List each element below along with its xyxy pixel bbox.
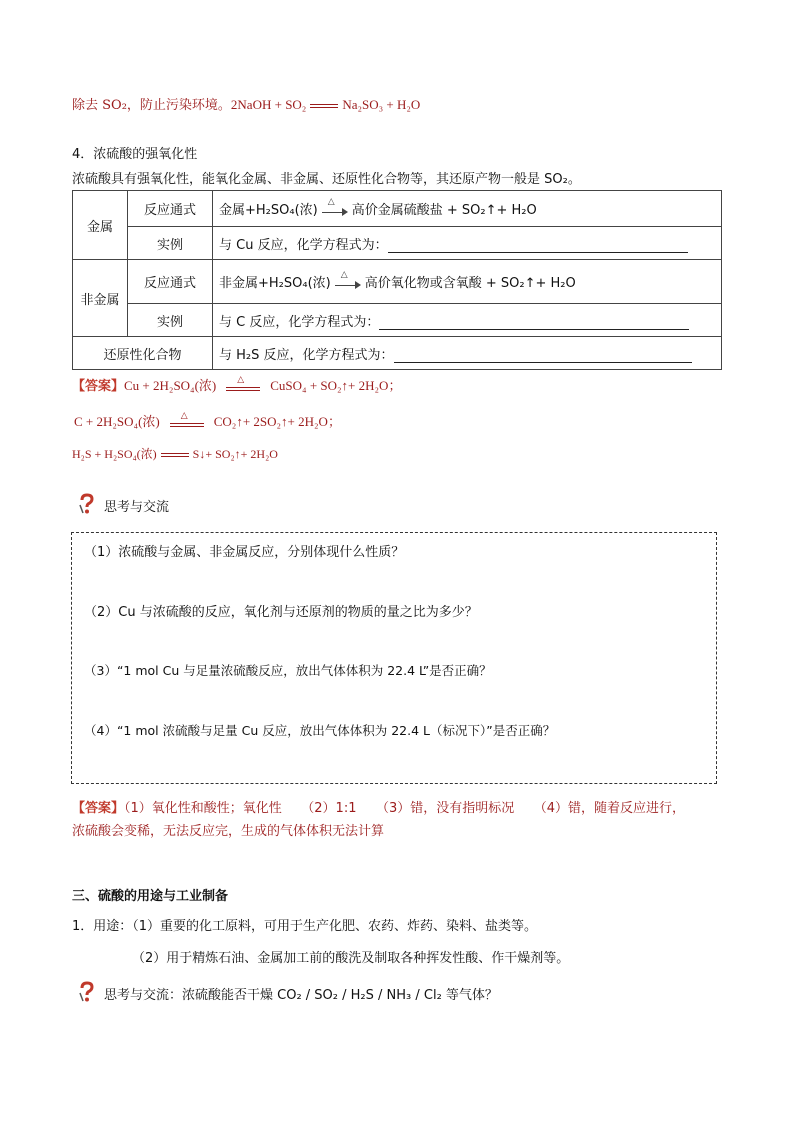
nonmetal-example-text: 与 C 反应，化学方程式为： <box>219 314 380 330</box>
heat-equals-sign: △ <box>226 380 260 394</box>
answer-eq-2-right: CO₂↑+ 2SO₂↑+ 2H₂O； <box>213 414 341 429</box>
answer-tag: 【答案】 <box>72 378 125 393</box>
section-4-title: 4．浓硫酸的强氧化性 <box>72 147 198 162</box>
naoh-equation-right: Na₂SO₃ + H₂O <box>342 97 421 112</box>
nonmetal-example-cell <box>213 304 722 337</box>
equals-sign <box>310 101 338 111</box>
think-box <box>71 532 717 784</box>
use-line-1: 1．用途：（1）重要的化工原料，可用于生产化肥、农药、炸药、染料、盐类等。 <box>72 919 538 934</box>
metal-example-text: 与 Cu 反应，化学方程式为： <box>219 237 388 253</box>
section-4-intro: 浓硫酸具有强氧化性，能氧化金属、非金属、还原性化合物等，其还原产物一般是 SO₂。 <box>72 172 581 187</box>
think-q2: （2）Cu 与浓硫酸的反应，氧化剂与还原剂的物质的量之比为多少？ <box>84 605 478 620</box>
intro-text: 除去 SO₂，防止污染环境。 <box>72 98 231 113</box>
metal-general-cell <box>213 191 722 227</box>
use-line-2: （2）用于精炼石油、金属加工前的酸洗及制取各种挥发性酸、作干燥剂等。 <box>132 951 570 966</box>
question-icon <box>76 493 98 515</box>
answer-eq-3-left: H₂S + H₂SO₄(浓) <box>72 447 157 461</box>
nonmetal-general-cell <box>213 260 722 304</box>
answer-eq-1 <box>72 375 401 394</box>
answer-eq-1-right: CuSO₄ + SO₂↑+ 2H₂O； <box>270 378 402 393</box>
metal-general-left: 金属+H₂SO₄(浓) <box>219 203 318 218</box>
answer-eq-1-left: Cu + 2H₂SO₄(浓) <box>124 378 217 393</box>
heat-equals-sign: △ <box>170 416 204 430</box>
answer-eq-3-right: S↓+ SO₂↑+ 2H₂O <box>192 447 278 461</box>
reducing-example-cell <box>213 337 722 370</box>
nonmetal-example-label: 实例 <box>128 304 213 337</box>
reducing-example-text: 与 H₂S 反应，化学方程式为： <box>219 347 394 363</box>
reducing-answer-blank[interactable] <box>394 362 692 363</box>
answer-eq-3 <box>72 445 278 462</box>
question-icon <box>76 981 98 1003</box>
oxidation-table <box>72 190 722 370</box>
intro-line <box>72 94 420 113</box>
heat-arrow-icon <box>335 279 361 289</box>
answer-eq-2 <box>74 411 341 430</box>
answer-2-line-1 <box>72 797 685 816</box>
think-q1: （1）浓硫酸与金属、非金属反应，分别体现什么性质？ <box>84 545 405 560</box>
answer-2-line-2: 浓硫酸会变稀，无法反应完，生成的气体体积无法计算 <box>72 824 385 839</box>
answer-tag: 【答案】 <box>72 801 125 816</box>
nonmetal-general-right: 高价氧化物或含氧酸 + SO₂↑+ H₂O <box>364 276 576 291</box>
think-q3: （3）“1 mol Cu 与足量浓硫酸反应，放出气体体积为 22.4 L”是否正确？ <box>84 663 492 678</box>
think-2-text: 思考与交流：浓硫酸能否干燥 CO₂ / SO₂ / H₂S / NH₃ / Cl₂ 等气体？ <box>104 988 498 1003</box>
heat-arrow-icon <box>322 206 348 216</box>
nonmetal-answer-blank[interactable] <box>379 329 689 330</box>
metal-label: 金属 <box>73 191 128 260</box>
think-q4: （4）“1 mol 浓硫酸与足量 Cu 反应，放出气体体积为 22.4 L（标况下）”是否正确？ <box>84 723 556 738</box>
nonmetal-label: 非金属 <box>73 260 128 337</box>
think-title: 思考与交流 <box>104 500 170 515</box>
nonmetal-general-label: 反应通式 <box>128 260 213 304</box>
nonmetal-general-left: 非金属+H₂SO₄(浓) <box>219 276 331 291</box>
reducing-label: 还原性化合物 <box>73 337 213 370</box>
metal-general-right: 高价金属硫酸盐 + SO₂↑+ H₂O <box>351 203 537 218</box>
answer-eq-2-left: C + 2H₂SO₄(浓) <box>74 414 160 429</box>
section-3-title: 三、硫酸的用途与工业制备 <box>72 889 229 904</box>
metal-general-label: 反应通式 <box>128 191 213 227</box>
naoh-equation-left: 2NaOH + SO₂ <box>230 97 307 112</box>
metal-answer-blank[interactable] <box>388 252 688 253</box>
answer-2-text-1: （1）氧化性和酸性；氧化性 （2）1:1 （3）错，没有指明标况 （4）错，随着反应进行， <box>124 801 686 816</box>
metal-example-cell <box>213 227 722 260</box>
metal-example-label: 实例 <box>128 227 213 260</box>
equals-sign <box>161 450 189 460</box>
